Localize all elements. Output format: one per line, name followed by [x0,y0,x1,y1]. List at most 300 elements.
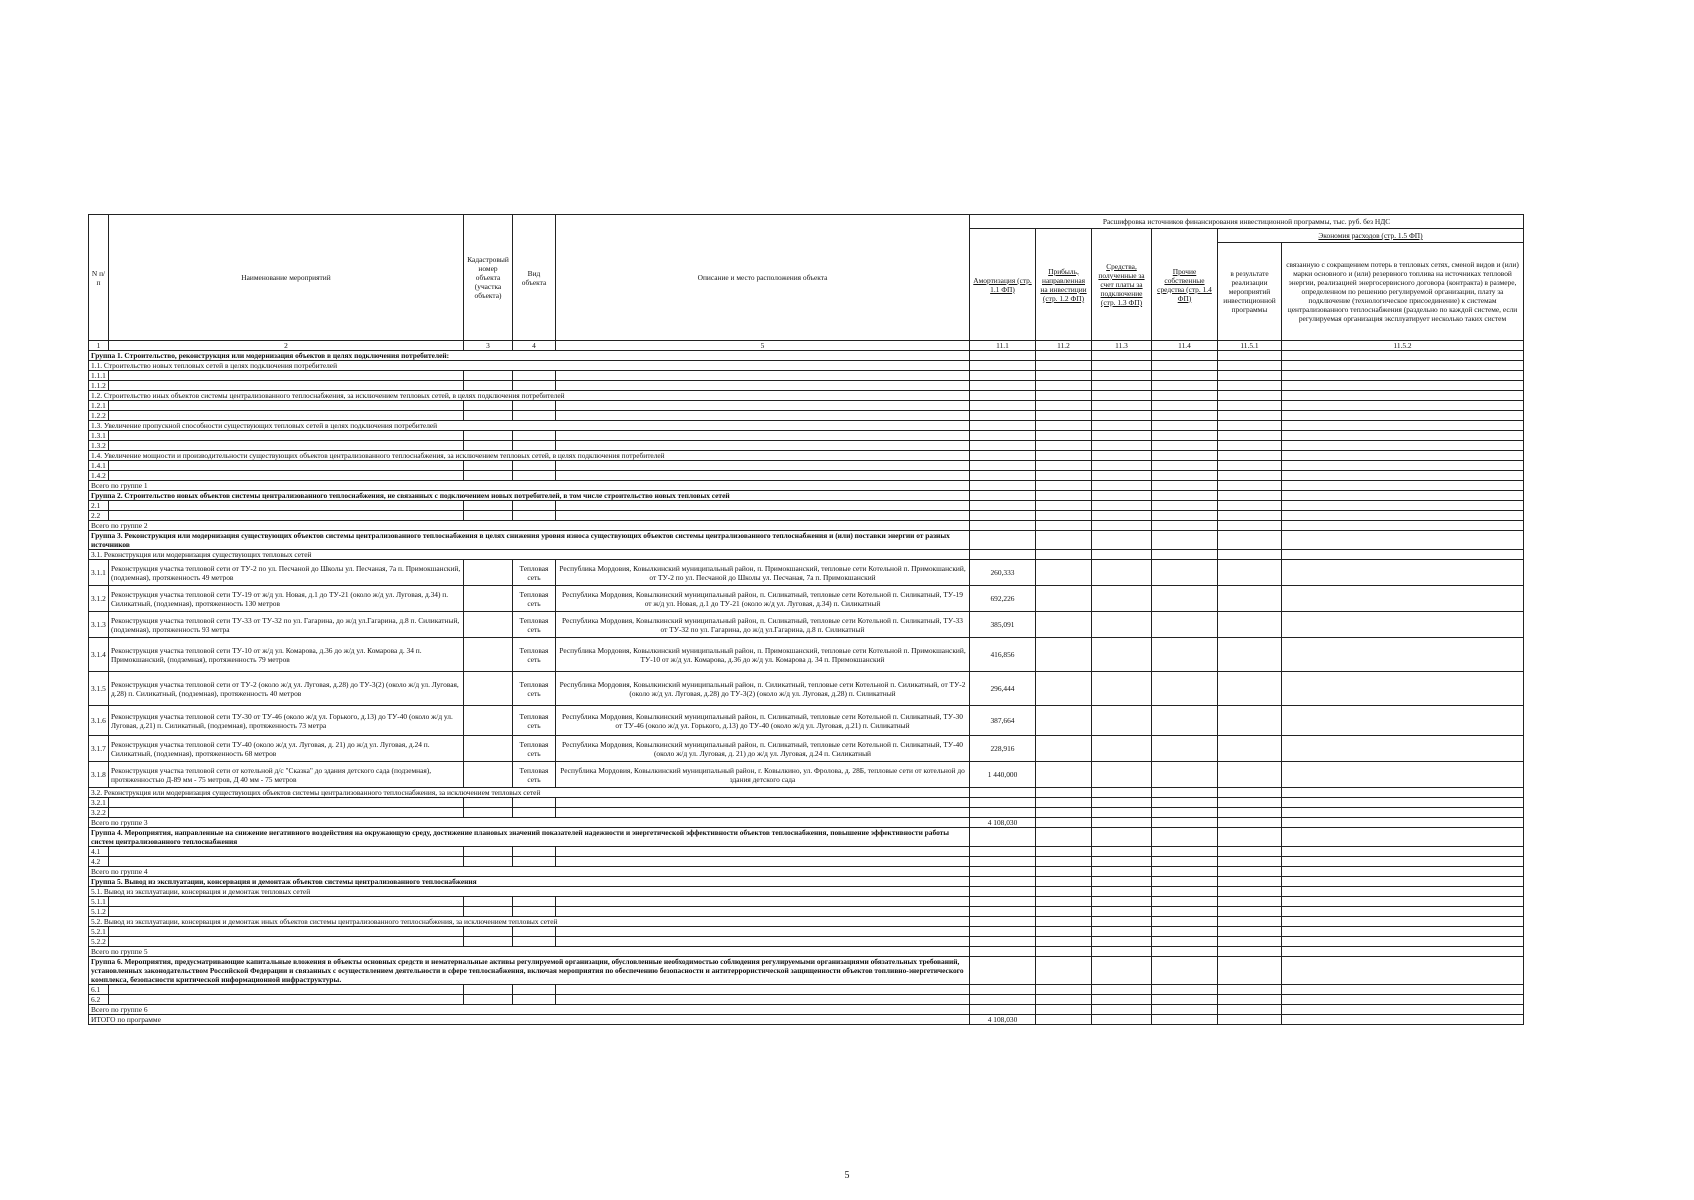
amortization-cell [970,857,1036,867]
financing-cell [1092,391,1152,401]
financing-cell [1152,351,1218,361]
row-number: 4.1 [89,847,109,857]
table-row [89,481,1524,491]
row-number: 1.3.1 [89,431,109,441]
financing-cell [1152,867,1218,877]
financing-cell [1036,828,1092,847]
type-cell [513,857,556,867]
financing-cell [1092,531,1152,550]
financing-cell [1152,907,1218,917]
amortization-cell [970,441,1036,451]
table-row [89,471,1524,481]
financing-cell [1092,511,1152,521]
financing-cell [1282,401,1524,411]
financing-cell [1036,491,1092,501]
financing-cell [1282,638,1524,672]
table-row [89,511,1524,521]
table-row [89,897,1524,907]
financing-cell [1152,612,1218,638]
object-description: Республика Мордовия, Ковылкинский муниципальный район, п. Примокшанский, тепловые сети Котельной п. Примокшанский, от ТУ-2 по ул. Песчаной до Школы ул. Песчаная, 7а п. Примокшанский [556,560,970,586]
financing-cell [1036,586,1092,612]
financing-cell [1218,501,1282,511]
financing-cell [1036,481,1092,491]
measure-name: Реконструкция участка тепловой сети ТУ-33 от ТУ-32 по ул. Гагарина, до ж/д ул.Гагарина, д.8 п. Силикатный, (подземная), протяженность 93 метра [109,612,464,638]
financing-cell [1092,441,1152,451]
financing-cell [1092,818,1152,828]
type-cell [513,441,556,451]
measure-name: Реконструкция участка тепловой сети ТУ-30 от ТУ-46 (около ж/д ул. Горького, д.13) до ТУ-40 (около ж/д ул. Луговая, д.21) п. Силикатный, (подземная), протяженность 73 метра [109,706,464,736]
financing-cell [1282,371,1524,381]
cadastral-cell [464,401,513,411]
measure-name [109,985,464,995]
table-row [89,381,1524,391]
financing-cell [1092,897,1152,907]
cadastral-cell [464,927,513,937]
financing-cell [1092,762,1152,788]
row-number: 5.2.2 [89,937,109,947]
header-amortization: Амортизация (стр. 1.1 ФП) [970,229,1036,341]
cadastral-cell [464,501,513,511]
financing-cell [1092,371,1152,381]
cadastral-cell [464,612,513,638]
financing-cell [1092,985,1152,995]
financing-cell [1282,798,1524,808]
financing-cell [1152,411,1218,421]
row-number: 5.1.2 [89,907,109,917]
table-row [89,461,1524,471]
financing-cell [1218,995,1282,1005]
cadastral-cell [464,638,513,672]
cadastral-cell [464,995,513,1005]
financing-cell [1218,887,1282,897]
amortization-cell [970,481,1036,491]
financing-cell [1036,511,1092,521]
financing-cell [1218,957,1282,985]
amortization-cell [970,788,1036,798]
measure-name [109,511,464,521]
financing-cell [1152,1015,1218,1025]
object-type: Тепловая сеть [513,736,556,762]
financing-cell [1282,491,1524,501]
financing-cell [1036,401,1092,411]
group-total-label: Всего по группе 3 [89,818,970,828]
amortization-cell [970,401,1036,411]
amortization-cell [970,421,1036,431]
financing-cell [1152,451,1218,461]
financing-cell [1218,917,1282,927]
amortization-cell [970,927,1036,937]
cadastral-cell [464,672,513,706]
amortization-cell: 385,091 [970,612,1036,638]
amortization-cell [970,371,1036,381]
financing-cell [1092,736,1152,762]
description-cell [556,461,970,471]
financing-cell [1282,1015,1524,1025]
table-row [89,887,1524,897]
row-number: 6.2 [89,995,109,1005]
col-number-11-3: 11.3 [1092,341,1152,351]
financing-cell [1218,511,1282,521]
measure-name: Реконструкция участка тепловой сети ТУ-19 от ж/д ул. Новая, д.1 до ТУ-21 (около ж/д ул. Луговая, д.34) п. Силикатный, (подземная), протяженность 130 метров [109,586,464,612]
col-number-5: 5 [556,341,970,351]
object-type: Тепловая сеть [513,560,556,586]
financing-cell [1282,672,1524,706]
financing-cell [1036,521,1092,531]
financing-cell [1218,947,1282,957]
financing-cell [1036,907,1092,917]
table-row [89,411,1524,421]
group-total-label: Всего по группе 4 [89,867,970,877]
financing-cell [1092,451,1152,461]
financing-cell [1282,808,1524,818]
financing-cell [1218,847,1282,857]
description-cell [556,907,970,917]
type-cell [513,808,556,818]
amortization-cell: 4 108,030 [970,1015,1036,1025]
description-cell [556,401,970,411]
header-savings: Экономия расходов (стр. 1.5 ФП) [1218,229,1524,243]
financing-cell [1218,471,1282,481]
financing-cell [1218,798,1282,808]
financing-cell [1036,612,1092,638]
row-number: 3.2.2 [89,808,109,818]
group-title: Группа 6. Мероприятия, предусматривающие капитальные вложения в объекты основных средств и нематериальные активы регулируемой организации, обусловленные необходимостью соблюдения регулируемыми организациями обязательных требований, установленных законодательством Российской Федерации и связанных с осуществлением деятельности в сфере теплоснабжения, включая мероприятия по обеспечению безопасности и антитеррористической защищенности объектов топливно-энергетического комплекса, безопасности критической информационной инфраструктуры. [89,957,970,985]
cadastral-cell [464,907,513,917]
financing-cell [1218,828,1282,847]
type-cell [513,401,556,411]
amortization-cell [970,431,1036,441]
row-number: 1.1.1 [89,371,109,381]
financing-cell [1152,560,1218,586]
financing-cell [1282,431,1524,441]
financing-cell [1036,501,1092,511]
financing-cell [1282,867,1524,877]
financing-cell [1036,1015,1092,1025]
amortization-cell: 260,333 [970,560,1036,586]
financing-cell [1218,937,1282,947]
cadastral-cell [464,371,513,381]
financing-cell [1218,441,1282,451]
financing-cell [1218,411,1282,421]
description-cell [556,995,970,1005]
financing-cell [1092,867,1152,877]
financing-cell [1152,917,1218,927]
financing-cell [1218,586,1282,612]
financing-cell [1282,391,1524,401]
type-cell [513,798,556,808]
financing-cell [1036,706,1092,736]
cadastral-cell [464,586,513,612]
financing-cell [1092,1015,1152,1025]
group-title: Группа 3. Реконструкция или модернизация существующих объектов системы централизованного теплоснабжения в целях снижения уровня износа существующих объектов системы централизованного теплоснабжения и (или) поставки энергии от разных источников [89,531,970,550]
financing-cell [1152,927,1218,937]
cadastral-cell [464,857,513,867]
type-cell [513,371,556,381]
amortization-cell [970,471,1036,481]
header-profit: Прибыль, направленная на инвестиции (стр. 1.2 ФП) [1036,229,1092,341]
financing-cell [1036,638,1092,672]
row-number: 1.1.2 [89,381,109,391]
header-cadastral: Кадастровый номер объекта (участка объекта) [464,215,513,341]
table-row [89,401,1524,411]
financing-table [88,214,1524,1025]
amortization-cell [970,847,1036,857]
table-row [89,431,1524,441]
financing-cell [1092,421,1152,431]
financing-cell [1036,788,1092,798]
table-row [89,762,1524,788]
financing-cell [1282,917,1524,927]
financing-cell [1218,788,1282,798]
table-row [89,361,1524,371]
object-description: Республика Мордовия, Ковылкинский муниципальный район, п. Примокшанский, тепловые сети Котельной п. Примокшанский, ТУ-10 от ж/д ул. Комарова, д.36 до ж/д ул. Комарова д. 34 п. Примокшанский [556,638,970,672]
amortization-cell: 692,226 [970,586,1036,612]
amortization-cell [970,907,1036,917]
table-row [89,1005,1524,1015]
financing-cell [1218,521,1282,531]
financing-cell [1092,586,1152,612]
table-row [89,828,1524,847]
cadastral-cell [464,798,513,808]
table-row [89,441,1524,451]
financing-cell [1152,947,1218,957]
cadastral-cell [464,381,513,391]
object-type: Тепловая сеть [513,762,556,788]
table-row [89,491,1524,501]
row-number: 1.3.2 [89,441,109,451]
type-cell [513,937,556,947]
measure-name [109,371,464,381]
type-cell [513,411,556,421]
type-cell [513,995,556,1005]
description-cell [556,985,970,995]
financing-cell [1092,927,1152,937]
table-row [89,531,1524,550]
table-row [89,612,1524,638]
description-cell [556,897,970,907]
financing-cell [1218,351,1282,361]
cadastral-cell [464,471,513,481]
financing-cell [1282,451,1524,461]
measure-name: Реконструкция участка тепловой сети ТУ-40 (около ж/д ул. Луговая, д. 21) до ж/д ул. Луговая, д.24 п. Силикатный, (подземная), протяженность 68 метров [109,736,464,762]
description-cell [556,511,970,521]
financing-cell [1152,550,1218,560]
type-cell [513,907,556,917]
financing-cell [1218,927,1282,937]
row-number: 3.1.7 [89,736,109,762]
financing-cell [1036,798,1092,808]
financing-cell [1282,788,1524,798]
table-row [89,451,1524,461]
financing-cell [1218,818,1282,828]
financing-cell [1282,471,1524,481]
financing-cell [1092,381,1152,391]
amortization-cell [970,511,1036,521]
financing-cell [1282,957,1524,985]
financing-cell [1036,560,1092,586]
measure-name [109,808,464,818]
table-row [89,672,1524,706]
financing-cell [1218,371,1282,381]
amortization-cell [970,947,1036,957]
table-row [89,391,1524,401]
financing-cell [1036,391,1092,401]
financing-cell [1218,550,1282,560]
amortization-cell: 296,444 [970,672,1036,706]
object-description: Республика Мордовия, Ковылкинский муниципальный район, п. Силикатный, тепловые сети Котельной п. Силикатный, ТУ-33 от ТУ-32 по ул. Гагарина, до ж/д ул.Гагарина, д.8 п. Силикатный [556,612,970,638]
financing-cell [1036,431,1092,441]
table-row [89,917,1524,927]
financing-cell [1092,612,1152,638]
financing-cell [1152,798,1218,808]
financing-cell [1152,857,1218,867]
financing-cell [1218,638,1282,672]
cadastral-cell [464,560,513,586]
financing-cell [1092,361,1152,371]
measure-name: Реконструкция участка тепловой сети от котельной д/с "Сказка" до здания детского сада (подземная), протяженностью Д-89 мм - 75 метров, Д 40 мм - 75 метров [109,762,464,788]
table-row [89,847,1524,857]
group-title: Группа 5. Вывод из эксплуатации, консервация и демонтаж объектов системы централизованного теплоснабжения [89,877,970,887]
financing-cell [1036,877,1092,887]
description-cell [556,798,970,808]
cadastral-cell [464,461,513,471]
financing-cell [1282,907,1524,917]
object-type: Тепловая сеть [513,612,556,638]
row-number: 6.1 [89,985,109,995]
object-description: Республика Мордовия, Ковылкинский муниципальный район, п. Силикатный, тепловые сети Котельной п. Силикатный, ТУ-40 (около ж/д ул. Луговая, д. 21) до ж/д ул. Луговая, д.24 п. Силикатный [556,736,970,762]
header-savings-program: в результате реализации мероприятий инвестиционной программы [1218,243,1282,341]
row-number: 4.2 [89,857,109,867]
row-number: 3.1.5 [89,672,109,706]
financing-cell [1282,877,1524,887]
financing-cell [1282,351,1524,361]
financing-cell [1036,847,1092,857]
table-row [89,1015,1524,1025]
table-row [89,638,1524,672]
col-number-11-5-1: 11.5.1 [1218,341,1282,351]
amortization-cell [970,491,1036,501]
financing-cell [1152,521,1218,531]
subsection-title: 1.3. Увеличение пропускной способности существующих тепловых сетей в целях подключения потребителей [89,421,970,431]
financing-cell [1218,867,1282,877]
amortization-cell [970,828,1036,847]
financing-cell [1036,461,1092,471]
measure-name [109,461,464,471]
type-cell [513,381,556,391]
object-type: Тепловая сеть [513,586,556,612]
financing-cell [1036,927,1092,937]
row-number: 3.1.6 [89,706,109,736]
financing-cell [1218,897,1282,907]
financing-cell [1092,560,1152,586]
financing-cell [1036,762,1092,788]
description-cell [556,371,970,381]
financing-cell [1282,381,1524,391]
financing-cell [1092,638,1152,672]
description-cell [556,808,970,818]
subsection-title: 5.2. Вывод из эксплуатации, консервация и демонтаж иных объектов системы централизованного теплоснабжения, за исключением тепловых сетей [89,917,970,927]
financing-cell [1152,371,1218,381]
col-number-11-1: 11.1 [970,341,1036,351]
amortization-cell [970,351,1036,361]
table-row [89,937,1524,947]
financing-cell [1152,877,1218,887]
row-number: 3.1.4 [89,638,109,672]
type-cell [513,471,556,481]
financing-cell [1282,511,1524,521]
financing-cell [1092,1005,1152,1015]
financing-cell [1152,897,1218,907]
financing-cell [1152,638,1218,672]
amortization-cell [970,877,1036,887]
financing-cell [1036,381,1092,391]
financing-cell [1218,1005,1282,1015]
financing-cell [1036,887,1092,897]
amortization-cell: 4 108,030 [970,818,1036,828]
financing-cell [1092,808,1152,818]
measure-name [109,897,464,907]
object-type: Тепловая сеть [513,706,556,736]
financing-cell [1282,706,1524,736]
financing-cell [1036,550,1092,560]
amortization-cell [970,451,1036,461]
col-number-11-4: 11.4 [1152,341,1218,351]
amortization-cell [970,957,1036,985]
object-description: Республика Мордовия, Ковылкинский муниципальный район, п. Силикатный, тепловые сети Котельной п. Силикатный, ТУ-30 от ТУ-46 (около ж/д ул. Горького, д.13) до ТУ-40 (около ж/д ул. Луговая, д.21) п. Силикатный [556,706,970,736]
row-number: 2.2 [89,511,109,521]
financing-cell [1282,481,1524,491]
financing-cell [1152,706,1218,736]
financing-cell [1218,857,1282,867]
table-row [89,867,1524,877]
amortization-cell [970,798,1036,808]
measure-name [109,857,464,867]
financing-cell [1282,818,1524,828]
financing-cell [1152,995,1218,1005]
table-body [89,351,1524,1025]
financing-cell [1282,531,1524,550]
financing-cell [1092,947,1152,957]
description-cell [556,937,970,947]
cadastral-cell [464,897,513,907]
financing-cell [1218,421,1282,431]
financing-cell [1152,461,1218,471]
measure-name [109,927,464,937]
header-financing-title: Расшифровка источников финансирования инвестиционной программы, тыс. руб. без НДС [970,215,1524,229]
row-number: 5.2.1 [89,927,109,937]
financing-cell [1282,441,1524,451]
measure-name: Реконструкция участка тепловой сети от ТУ-2 (около ж/д ул. Луговая, д.28) до ТУ-3(2) (около ж/д ул. Луговая, д.28) п. Силикатный, (подземная), протяженность 40 метров [109,672,464,706]
financing-cell [1282,995,1524,1005]
row-number: 2.1 [89,501,109,511]
financing-cell [1282,411,1524,421]
financing-cell [1218,451,1282,461]
table-row [89,995,1524,1005]
financing-cell [1092,706,1152,736]
financing-cell [1282,421,1524,431]
measure-name [109,798,464,808]
financing-cell [1218,612,1282,638]
table-row [89,521,1524,531]
financing-cell [1152,431,1218,441]
financing-cell [1282,887,1524,897]
row-number: 5.1.1 [89,897,109,907]
subsection-title: 1.1. Строительство новых тепловых сетей в целях подключения потребителей [89,361,970,371]
financing-cell [1152,672,1218,706]
header-connection-fee: Средства, полученные за счет платы за подключение (стр. 1.3 ФП) [1092,229,1152,341]
financing-cell [1282,985,1524,995]
col-number-3: 3 [464,341,513,351]
